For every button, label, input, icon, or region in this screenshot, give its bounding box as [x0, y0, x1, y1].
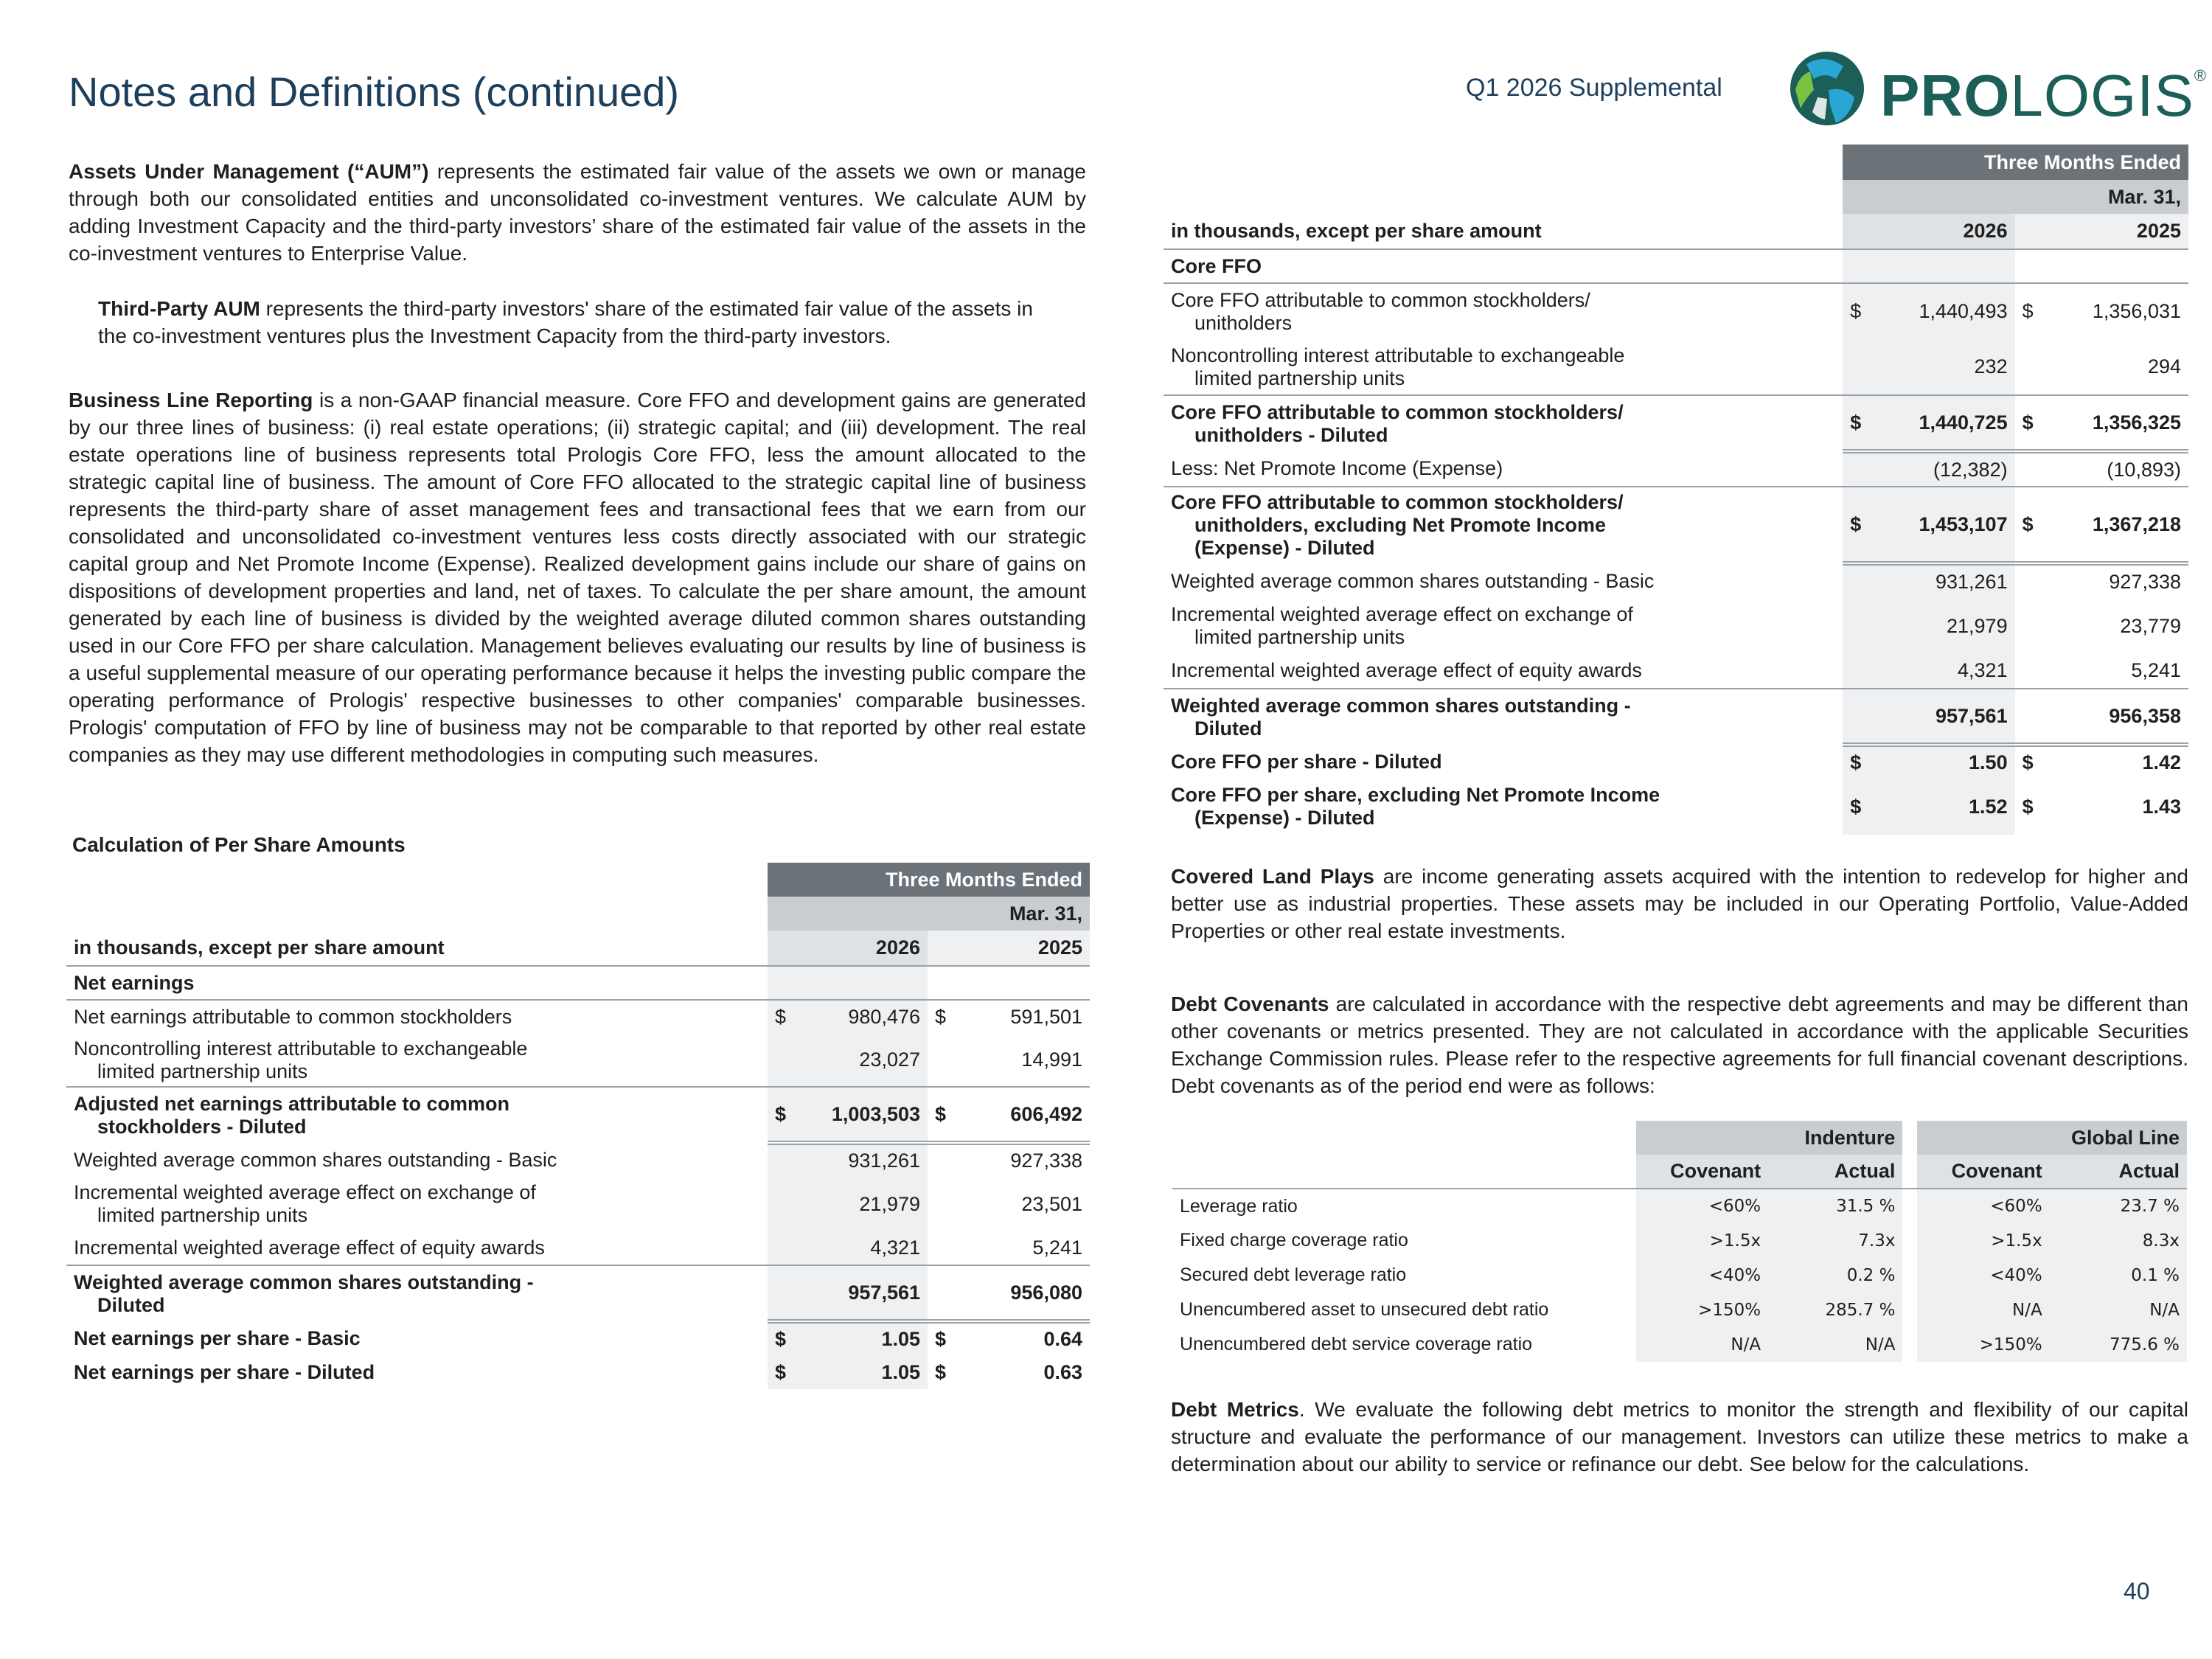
table-row: Core FFO per share, excluding Net Promote Income (Expense) - Diluted $ 1.52 $ 1.43	[1164, 779, 2188, 835]
table-row: Unencumbered asset to unsecured debt ratio >150% 285.7 % N/A N/A	[1172, 1293, 2187, 1327]
page-title: Notes and Definitions (continued)	[69, 69, 680, 115]
actual-col-header: Actual	[2050, 1155, 2187, 1189]
table-row: Weighted average common shares outstanding - Diluted 957,561 956,358	[1164, 689, 2188, 745]
logo-wordmark: PROLOGIS®	[1880, 63, 2208, 128]
table-row: Leverage ratio <60% 31.5 % <60% 23.7 %	[1172, 1189, 2187, 1223]
table-row: Core FFO attributable to common stockholders/ unitholders, excluding Net Promote Income (Expense) - Diluted $ 1,453,107 $ 1,367,218	[1164, 487, 2188, 563]
table-row: Weighted average common shares outstanding - Basic 931,261 927,338	[66, 1143, 1090, 1177]
core-ffo-table	[1164, 145, 2188, 835]
debt-covenants-table	[1172, 1121, 2187, 1362]
unit-label: in thousands, except per share amount	[1164, 214, 1843, 249]
unit-label: in thousands, except per share amount	[66, 931, 768, 966]
aum-definition: Assets Under Management (“AUM”) represents the estimated fair value of the assets we own or manage through both our consolidated entities and unconsolidated co-investment ventures. We calculate AUM by adding Investment Capacity and the third-party investors’ share of the estimated fair value of the assets in the co-investment ventures to Enterprise Value.	[69, 160, 1086, 265]
table-row: Net earnings per share - Basic $ 1.05 $ 0.64	[66, 1321, 1090, 1355]
table-row: Noncontrolling interest attributable to exchangeable limited partnership units 23,027 14,991	[66, 1034, 1090, 1087]
table-row: Net earnings attributable to common stockholders $ 980,476 $ 591,501	[66, 1000, 1090, 1034]
debt-covenants-definition: Debt Covenants are calculated in accordance with the respective debt agreements and may be different than other covenants or metrics presented. They are not calculated in accordance with the applicable Securities Exchange Commission rules. Please refer to the respective agreements for full financial covenant descriptions. Debt covenants as of the period end were as follows:	[1171, 992, 2188, 1097]
table-row: Core FFO attributable to common stockholders/ unitholders - Diluted $ 1,440,725 $ 1,356,325	[1164, 395, 2188, 451]
supplemental-label: Q1 2026 Supplemental	[1466, 74, 1722, 102]
period-header: Three Months Ended	[1843, 145, 2188, 180]
business-line-reporting-definition: Business Line Reporting is a non-GAAP financial measure. Core FFO and development gains are generated by our three lines of business: (i) real estate operations; (ii) strategic capital; and (iii) development. The real estate operations line of business represents total Prologis Core FFO, less the amount allocated to the strategic capital line of business. The amount of Core FFO allocated to the strategic capital line of business represents the third-party share of asset management fees and transactional fees that we earn from our consolidated and unconsolidated co-investment ventures less costs directly associated with our strategic capital group and Net Promote Income (Expense). Realized development gains include our share of gains on dispositions of development properties and land, net of taxes. To calculate the per share amount, the amount generated by each line of business is divided by the weighted average diluted common shares outstanding used in our Core FFO per share calculation. Management believes evaluating our results by line of business is a useful supplemental measure of our operating performance because it helps the investing public compare the operating performance of Prologis' respective businesses to other companies' comparable businesses. Prologis' computation of FFO by line of business may not be comparable to that reported by other real estate companies as they may use different methodologies in computing such measures.	[69, 389, 1087, 766]
table-row: Weighted average common shares outstanding - Diluted 957,561 956,080	[66, 1265, 1090, 1321]
table-row: Incremental weighted average effect of equity awards 4,321 5,241	[1164, 653, 2188, 689]
calc-per-share-label: Calculation of Per Share Amounts	[72, 833, 406, 856]
globe-icon	[1784, 46, 1873, 133]
table-row: Net earnings per share - Diluted $ 1.05 $ 0.63	[66, 1355, 1090, 1389]
table-row: Unencumbered debt service coverage ratio N/A N/A >150% 775.6 %	[1172, 1327, 2187, 1362]
year-header-2025: 2025	[928, 931, 1090, 966]
page-number: 40	[2124, 1578, 2150, 1604]
year-header-2026: 2026	[768, 931, 928, 966]
table-row: Core FFO attributable to common stockholders/ unitholders $ 1,440,493 $ 1,356,031	[1164, 283, 2188, 339]
table-row: Noncontrolling interest attributable to exchangeable limited partnership units 232 294	[1164, 339, 2188, 395]
date-header: Mar. 31,	[768, 897, 1090, 931]
debt-metrics-definition: Debt Metrics. We evaluate the following debt metrics to monitor the strength and flexibility of our capital structure and evaluate the performance of our management. Investors can utilize these metrics to make a determination about our ability to service or refinance our debt. See below for the calculations.	[1171, 1398, 2188, 1475]
table-row: Fixed charge coverage ratio >1.5x 7.3x >1.5x 8.3x	[1172, 1223, 2187, 1258]
year-header-2026: 2026	[1843, 214, 2014, 249]
third-party-aum-definition: Third-Party AUM represents the third-party investors' share of the estimated fair value of the assets in the co-investment ventures plus the Investment Capacity from the third-party investors.	[98, 297, 1033, 347]
indenture-header: Indenture	[1636, 1121, 1903, 1155]
table-row: Secured debt leverage ratio <40% 0.2 % <40% 0.1 %	[1172, 1258, 2187, 1293]
global-line-header: Global Line	[1917, 1121, 2187, 1155]
table-row: Incremental weighted average effect of equity awards 4,321 5,241	[66, 1231, 1090, 1265]
table-row: Weighted average common shares outstanding - Basic 931,261 927,338	[1164, 563, 2188, 599]
table-row: Less: Net Promote Income (Expense) (12,382) (10,893)	[1164, 451, 2188, 487]
covenant-col-header: Covenant	[1917, 1155, 2049, 1189]
covenant-col-header: Covenant	[1636, 1155, 1768, 1189]
table-row: Incremental weighted average effect on exchange of limited partnership units 21,979 23,779	[1164, 599, 2188, 653]
section-label: Net earnings	[66, 966, 768, 1000]
year-header-2025: 2025	[2015, 214, 2188, 249]
table-row: Incremental weighted average effect on exchange of limited partnership units 21,979 23,501	[66, 1177, 1090, 1231]
period-header: Three Months Ended	[768, 863, 1090, 897]
actual-col-header: Actual	[1768, 1155, 1902, 1189]
net-earnings-table	[66, 863, 1090, 1389]
table-row: Core FFO per share - Diluted $ 1.50 $ 1.42	[1164, 745, 2188, 779]
covered-land-plays-definition: Covered Land Plays are income generating assets acquired with the intention to redevelop for higher and better use as industrial properties. These assets may be included in our Operating Portfolio, Value-Added Properties or other real estate investments.	[1171, 865, 2189, 942]
section-label: Core FFO	[1164, 249, 1843, 283]
table-row: Adjusted net earnings attributable to common stockholders - Diluted $ 1,003,503 $ 606,492	[66, 1087, 1090, 1143]
prologis-logo	[1784, 46, 2208, 133]
date-header: Mar. 31,	[1843, 180, 2188, 214]
